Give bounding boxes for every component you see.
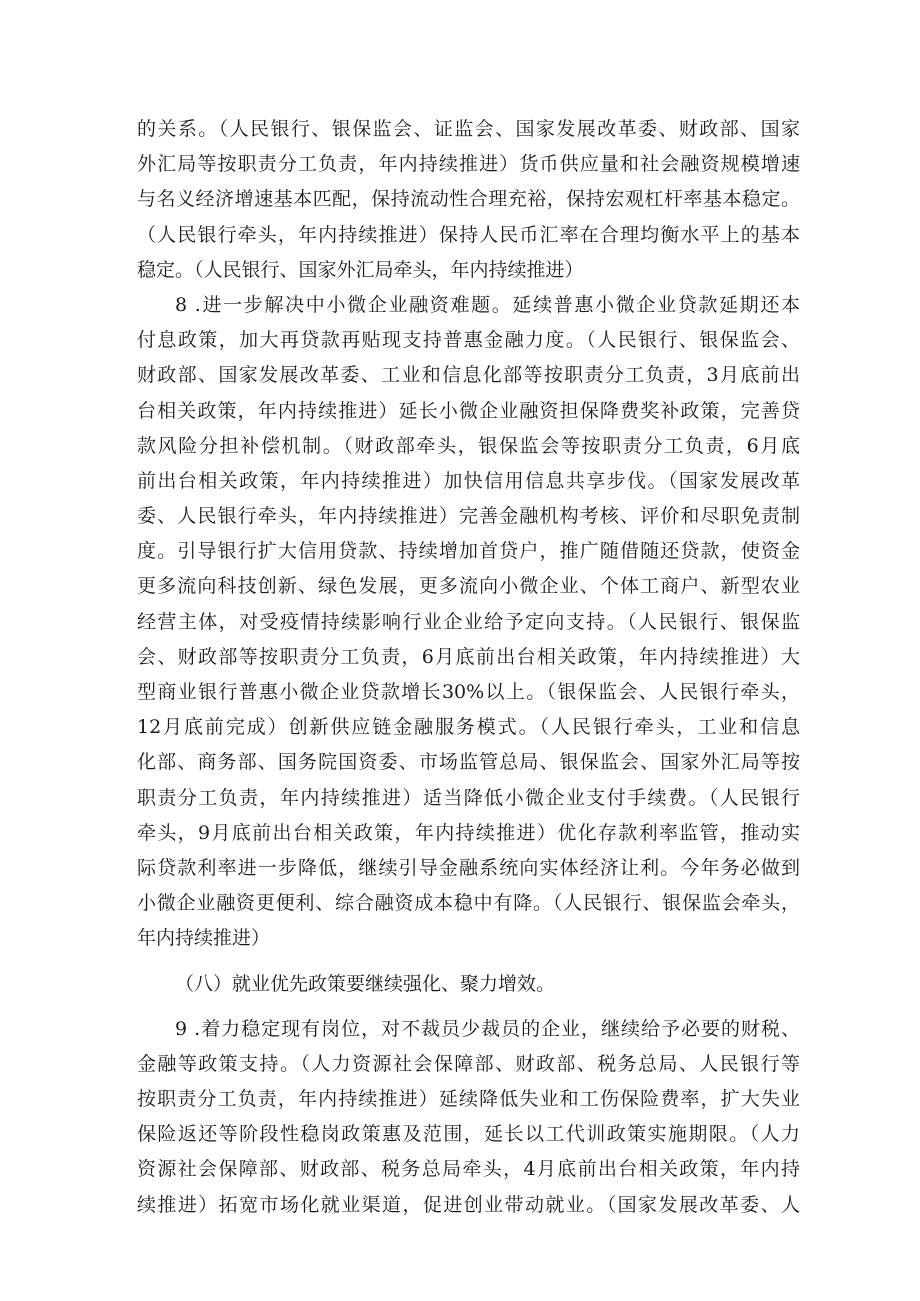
- text-line: 更多流向科技创新、绿色发展，更多流向小微企业、个体工商户、新型农业: [137, 575, 800, 598]
- text-line: 型商业银行普惠小微企业贷款增长30%以上。（银保监会、人民银行牵头，: [137, 681, 800, 703]
- text-line: 与名义经济增速基本匹配，保持流动性合理充裕，保持宏观杠杆率基本稳定。: [137, 188, 800, 211]
- text-line: 续推进）拓宽市场化就业渠道，促进创业带动就业。（国家发展改革委、人: [137, 1193, 800, 1216]
- text-line: 按职责分工负责，年内持续推进）延续降低失业和工伤保险费率，扩大失业: [137, 1088, 800, 1111]
- text-line: 前出台相关政策，年内持续推进）加快信用信息共享步伐。（国家发展改革: [137, 469, 800, 492]
- text-line: 台相关政策，年内持续推进）延长小微企业融资担保降费奖补政策，完善贷: [137, 399, 800, 422]
- text-line: 外汇局等按职责分工负责，年内持续推进）货币供应量和社会融资规模增速: [137, 153, 800, 176]
- text-line: 的关系。（人民银行、银保监会、证监会、国家发展改革委、财政部、国家: [137, 118, 800, 140]
- text-line: 金融等政策支持。（人力资源社会保障部、财政部、税务总局、人民银行等: [137, 1052, 800, 1075]
- text-line: 12月底前完成）创新供应链金融服务模式。（人民银行牵头，工业和信息: [137, 716, 800, 739]
- text-line: 资源社会保障部、财政部、税务总局牵头，4月底前出台相关政策，年内持: [137, 1158, 800, 1181]
- text-line: 委、人民银行牵头，年内持续推进）完善金融机构考核、评价和尽职免责制: [137, 505, 800, 528]
- text-line: （人民银行牵头，年内持续推进）保持人民币汇率在合理均衡水平上的基本: [137, 223, 800, 246]
- text-line: 稳定。（人民银行、国家外汇局牵头，年内持续推进）: [137, 258, 584, 281]
- text-line: 牵头，9月底前出台相关政策，年内持续推进）优化存款利率监管，推动实: [137, 821, 800, 844]
- text-line: 财政部、国家发展改革委、工业和信息化部等按职责分工负责，3月底前出: [137, 364, 800, 387]
- paragraph-gap: [137, 957, 800, 967]
- paragraph-start-line: 8 .进一步解决中小微企业融资难题。延续普惠小微企业贷款延期还本: [175, 293, 800, 316]
- text-line: 会、财政部等按职责分工负责，6月底前出台相关政策，年内持续推进）大: [137, 645, 800, 668]
- text-line: 款风险分担补偿机制。（财政部牵头，银保监会等按职责分工负责，6月底: [137, 434, 800, 457]
- text-line: 际贷款利率进一步降低，继续引导金融系统向实体经济让利。今年务必做到: [137, 856, 800, 879]
- text-line: 保险返还等阶段性稳岗政策惠及范围，延长以工代训政策实施期限。（人力: [137, 1123, 800, 1146]
- text-line: 付息政策，加大再贷款再贴现支持普惠金融力度。（人民银行、银保监会、: [137, 329, 800, 352]
- text-line: 度。引导银行扩大信用贷款、持续增加首贷户，推广随借随还贷款，使资金: [137, 540, 800, 563]
- text-line: 化部、商务部、国务院国资委、市场监管总局、银保监会、国家外汇局等按: [137, 751, 800, 774]
- text-line: 职责分工负责，年内持续推进）适当降低小微企业支付手续费。（人民银行: [137, 786, 800, 809]
- paragraph-start-line: 9 .着力稳定现有岗位，对不裁员少裁员的企业，继续给予必要的财税、: [175, 1017, 800, 1040]
- paragraph-gap: [137, 1002, 800, 1012]
- section-heading: （八）就业优先政策要继续强化、聚力增效。: [175, 972, 556, 995]
- text-line: 小微企业融资更便利、综合融资成本稳中有降。（人民银行、银保监会牵头，: [137, 892, 800, 915]
- text-line: 经营主体，对受疫情持续影响行业企业给予定向支持。（人民银行、银保监: [137, 610, 800, 633]
- text-line: 年内持续推进）: [137, 927, 271, 950]
